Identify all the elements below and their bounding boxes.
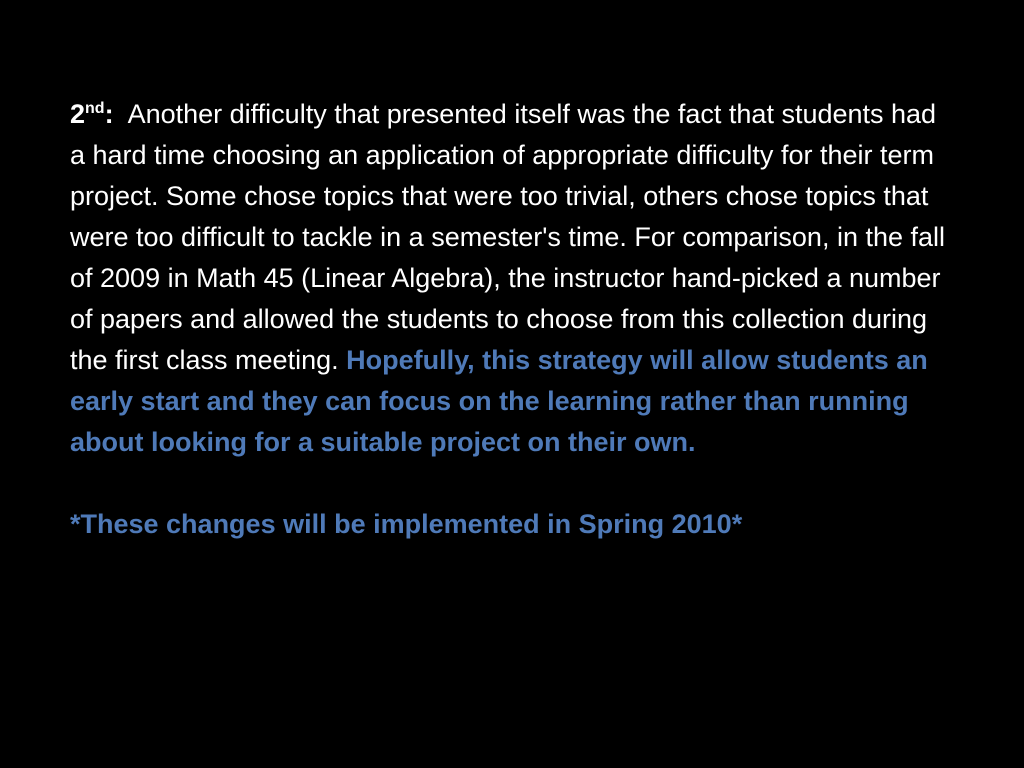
highlight-text: Hopefully, this strategy will allow students an early start and they can focus on the learning rather than running about looking for a suitable project on their own.: [70, 345, 928, 457]
body-text: Another difficulty that presented itself was the fact that students had a hard time choosing an application of appropriate difficulty for their term project. Some chose topics that were too trivial, others chose topics that were too difficult to tackle in a semester's time. For comparison, in the fall of 2009 in Math 45 (Linear Algebra), the instructor hand-picked a number of papers and allowed the students to choose from this collection during the first class meeting.: [70, 99, 946, 375]
footer-note: *These changes will be implemented in Spring 2010*: [70, 509, 743, 539]
item-ordinal-suffix: nd: [85, 100, 105, 117]
item-colon: :: [104, 99, 114, 129]
main-paragraph: [70, 94, 950, 463]
slide-content: [70, 94, 950, 545]
item-number: 2: [70, 99, 86, 129]
